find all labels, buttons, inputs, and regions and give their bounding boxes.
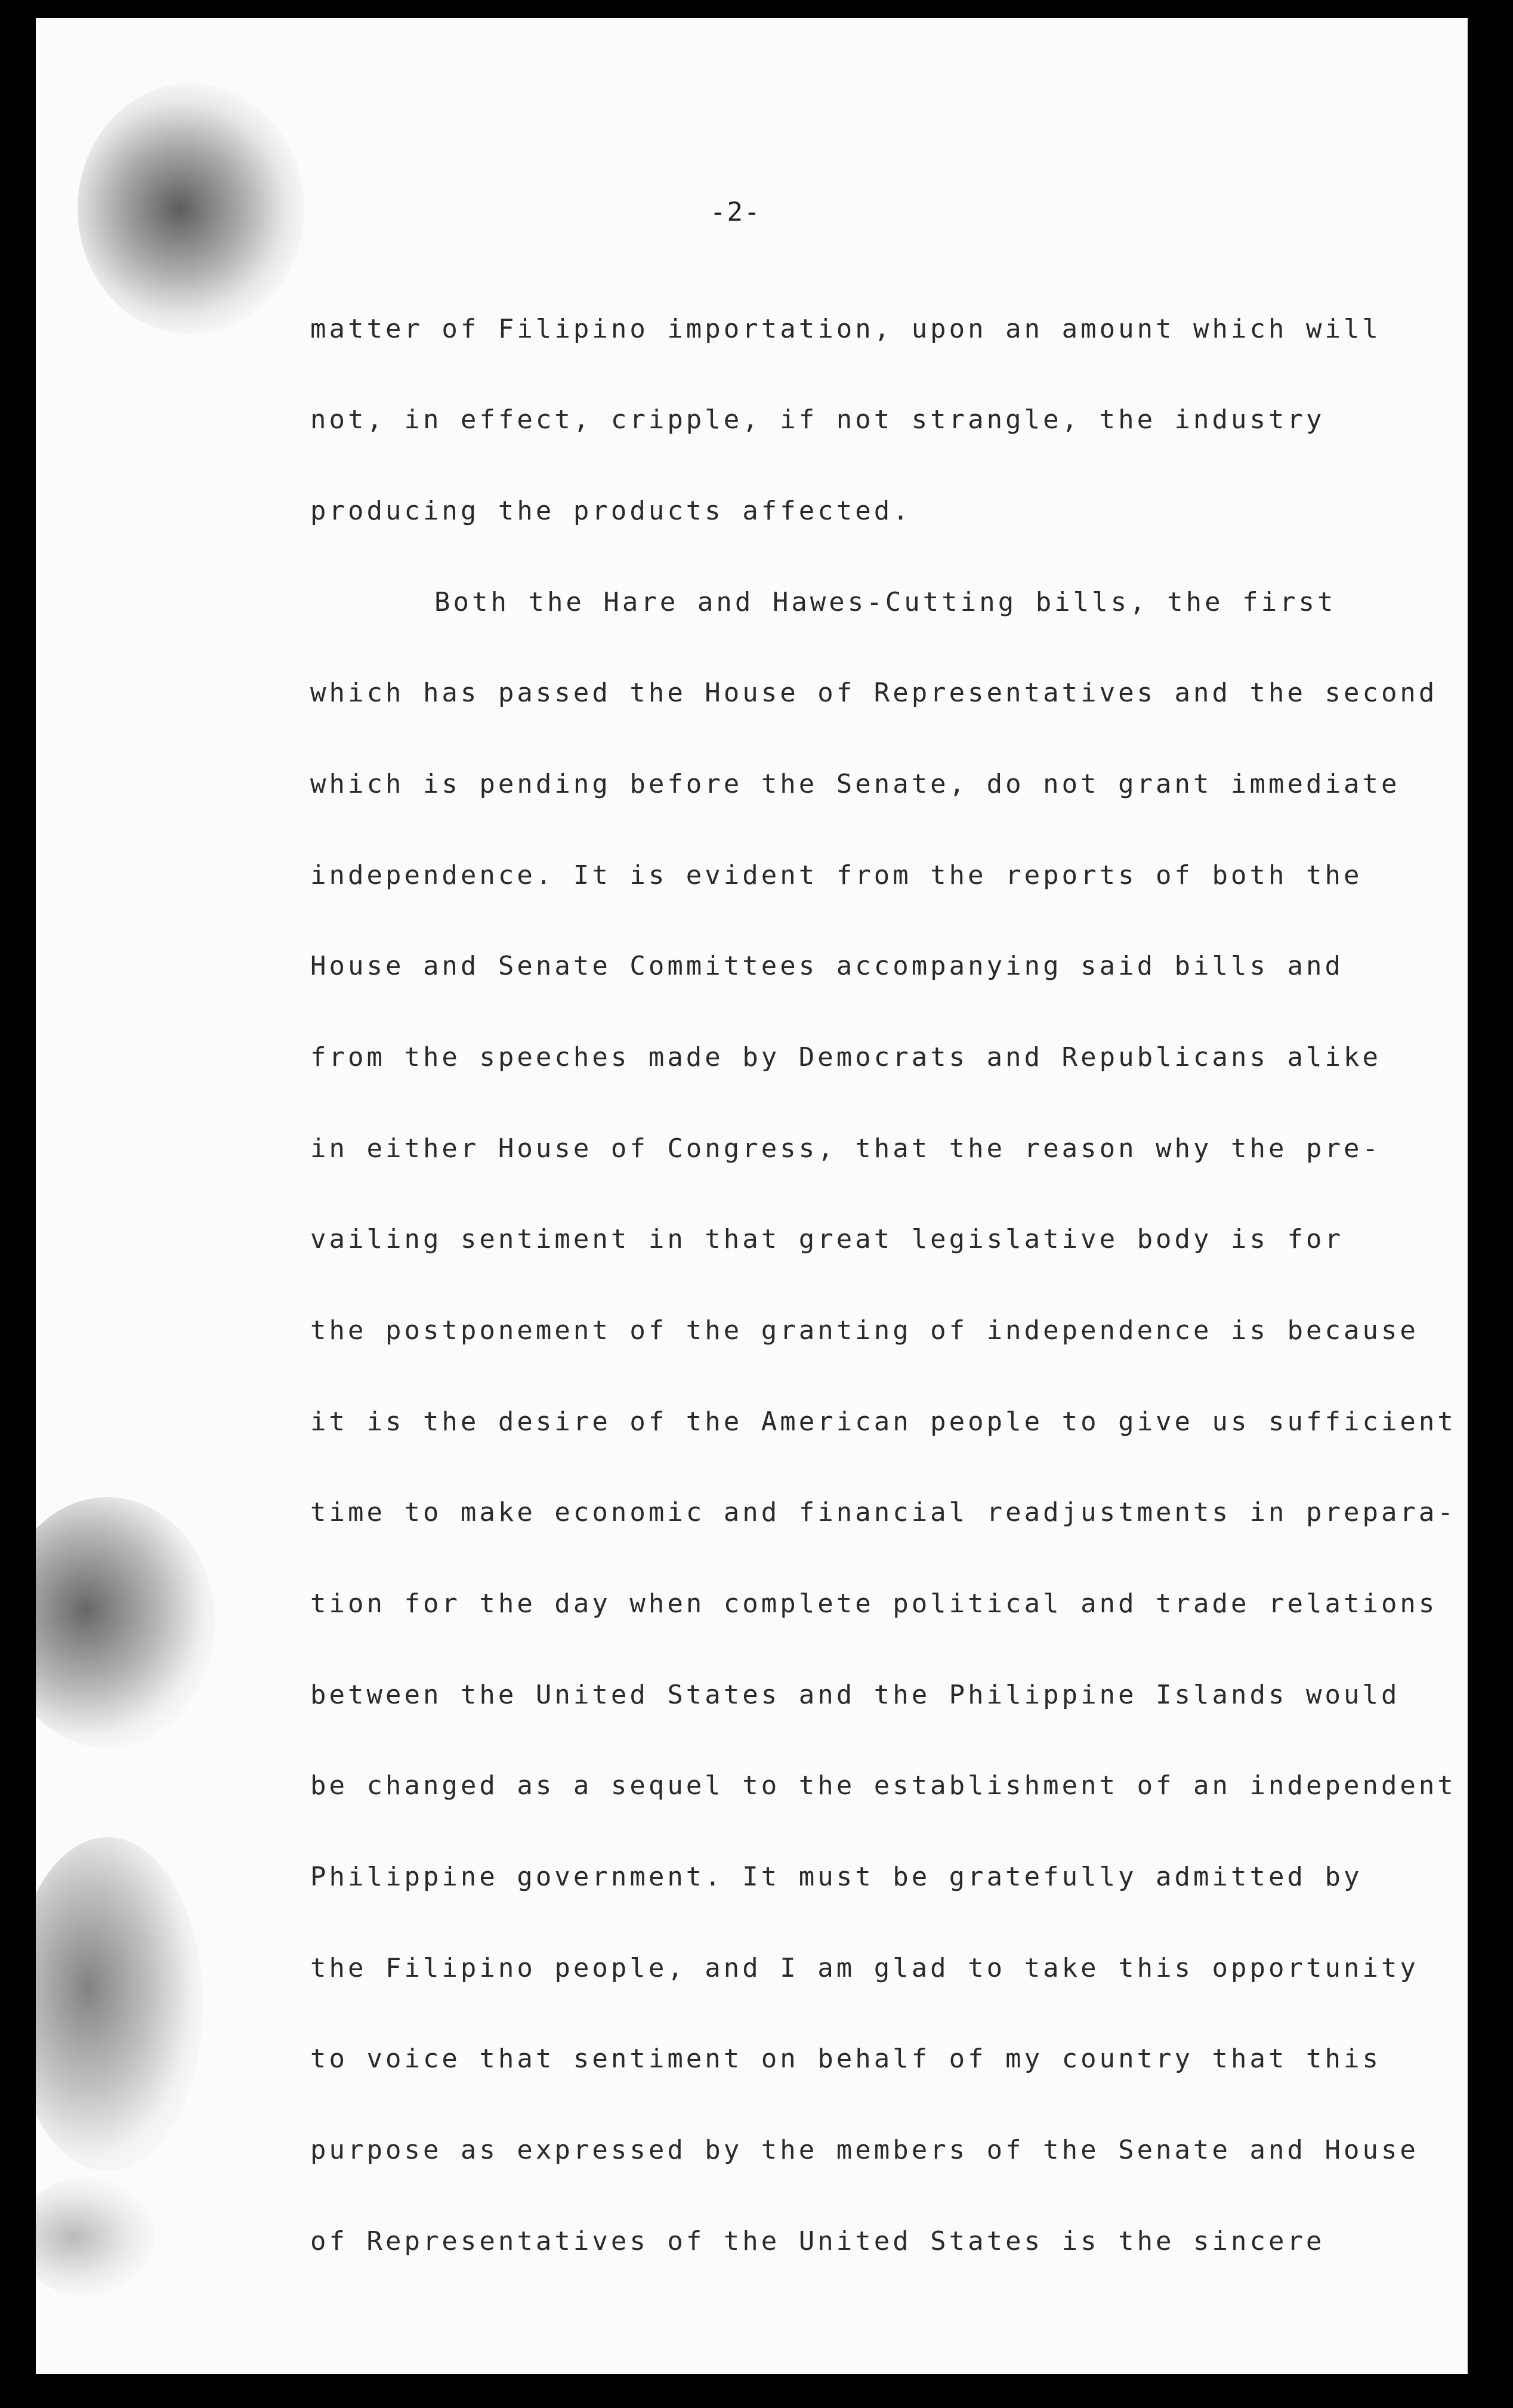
stain-top-left [78,84,304,334]
text-line: producing the products affected. [310,496,912,526]
text-line: between the United States and the Philippine Islands would [310,1680,1400,1710]
text-line: Both the Hare and Hawes-Cutting bills, the first [434,587,1336,617]
document-page [36,18,1468,2374]
text-line: independence. It is evident from the reports of both the [310,860,1363,891]
text-line: Philippine government. It must be gratefully admitted by [310,1862,1363,1892]
text-line: of Representatives of the United States is the sincere [310,2226,1325,2256]
stain-left-bottom [36,2177,155,2296]
stain-left-middle [36,1497,215,1748]
text-line: it is the desire of the American people to give us sufficient [310,1407,1456,1437]
text-line: the Filipino people, and I am glad to take this opportunity [310,1953,1419,1983]
text-line: which is pending before the Senate, do not grant immediate [310,769,1400,799]
text-line: purpose as expressed by the members of the Senate and House [310,2135,1419,2165]
text-line: to voice that sentiment on behalf of my country that this [310,2044,1381,2074]
text-line: tion for the day when complete political and trade relations [310,1588,1438,1619]
text-line: not, in effect, cripple, if not strangle, the industry [310,404,1325,435]
text-line: vailing sentiment in that great legislative body is for [310,1224,1344,1254]
text-line: time to make economic and financial readjustments in prepara- [310,1497,1456,1528]
text-line: matter of Filipino importation, upon an amount which will [310,314,1381,344]
text-line: which has passed the House of Representatives and the second [310,678,1438,708]
page-number: -2- [710,197,761,227]
text-line: from the speeches made by Democrats and Republicans alike [310,1042,1381,1072]
stain-left-lower [36,1837,203,2171]
text-line: be changed as a sequel to the establishment of an independent [310,1770,1456,1801]
text-line: in either House of Congress, that the reason why the pre- [310,1133,1381,1164]
text-line: House and Senate Committees accompanying said bills and [310,951,1344,981]
text-line: the postponement of the granting of independence is because [310,1315,1419,1346]
